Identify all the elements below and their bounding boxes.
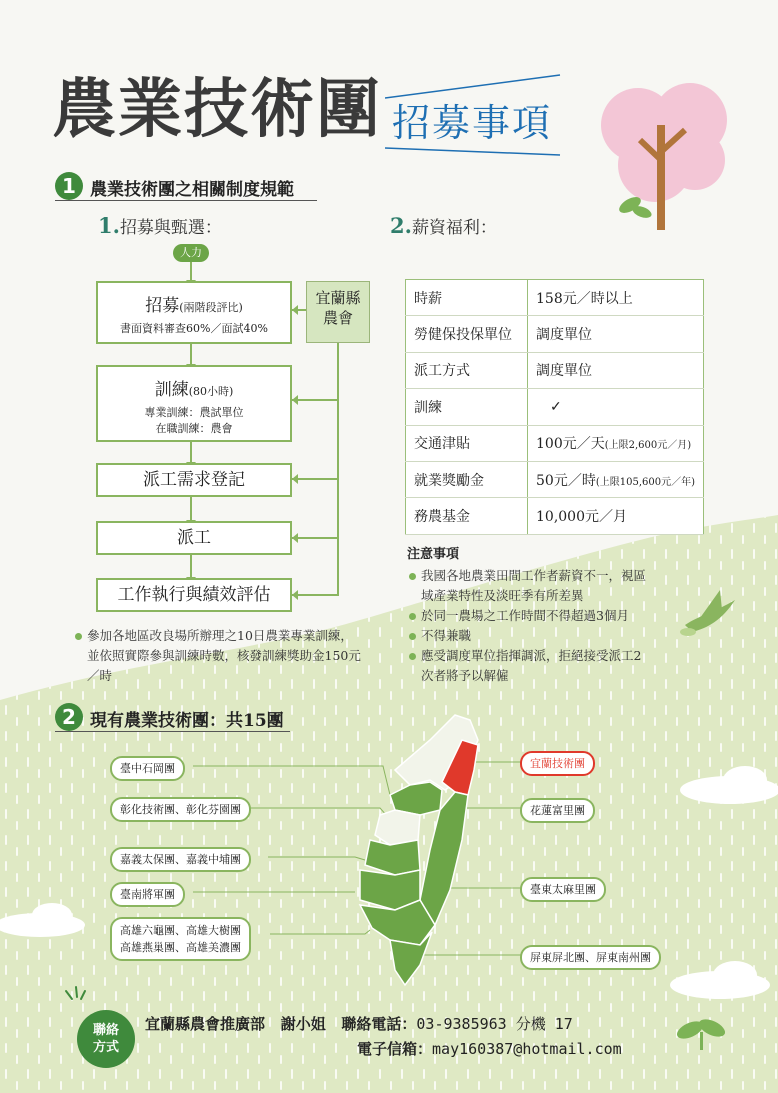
salary-key: 務農基金 <box>406 498 528 534</box>
map-label-kaohsiung <box>110 917 251 961</box>
contact-badge-line-2: 方式 <box>92 1040 119 1055</box>
salary-value <box>528 280 704 316</box>
note-item: 我國各地農業田間工作者薪資不一，視區域產業特性及淡旺季有所差異 <box>407 566 652 606</box>
recruit-step-title: 招募 <box>145 296 180 316</box>
flow-step-dispatch: 派工 <box>96 521 292 555</box>
salary-value <box>528 389 704 425</box>
contact-email[interactable]: may160387@hotmail.com <box>432 1040 622 1058</box>
notes-title: 注意事項 <box>407 547 460 562</box>
contact-line-1 <box>145 1013 573 1034</box>
salary-value <box>528 461 704 497</box>
training-note <box>73 626 365 686</box>
map-label-taitung: 臺東太麻里團 <box>520 877 606 902</box>
tag-line-2: 農會 <box>322 309 353 327</box>
map-label-pingtung: 屏東屏北團、屏東南州團 <box>520 945 661 970</box>
section-number-2: 2 <box>55 703 83 731</box>
manpower-pill: 人力 <box>173 244 209 262</box>
salary-value <box>528 316 704 352</box>
page-title: 農業技術團 <box>52 73 382 147</box>
contact-phone[interactable]: 03-9385963 分機 17 <box>416 1015 573 1033</box>
contact-email-label: 電子信箱： <box>357 1040 433 1058</box>
contact-person: 謝小姐 <box>280 1015 326 1033</box>
map-label-taichung: 臺中石岡團 <box>110 756 185 781</box>
section-2-title: 現有農業技術團：共15團 <box>90 711 284 731</box>
flow-step-recruit <box>96 281 292 344</box>
salary-number: 2. <box>390 213 412 238</box>
salary-row <box>406 352 704 388</box>
recruit-number: 1. <box>98 213 120 238</box>
flow-step-training <box>96 365 292 442</box>
salary-key: 就業獎勵金 <box>406 461 528 497</box>
salary-key: 時薪 <box>406 280 528 316</box>
salary-value-main: 10,000元／月 <box>536 509 627 526</box>
contact-org: 宜蘭縣農會推廣部 <box>145 1015 266 1033</box>
salary-key: 交通津貼 <box>406 425 528 461</box>
salary-row <box>406 316 704 352</box>
contact-badge-line-1: 聯絡 <box>92 1023 119 1038</box>
sparkle-icon <box>60 985 90 1010</box>
map-label-changhua: 彰化技術團、彰化芬園團 <box>110 797 251 822</box>
salary-value-main: 調度單位 <box>536 363 592 380</box>
salary-value <box>528 498 704 534</box>
recruit-step-detail: 書面資料審查60%／面試40% <box>120 322 268 335</box>
salary-key: 勞健保投保單位 <box>406 316 528 352</box>
note-item: 於同一農場之工作時間不得超過3個月 <box>407 606 652 626</box>
page-subtitle: 招募事項 <box>392 101 553 145</box>
map-label-chiayi: 嘉義太保團、嘉義中埔團 <box>110 847 251 872</box>
flow-step-dispatch-registration: 派工需求登記 <box>96 463 292 497</box>
section-1-title: 農業技術團之相關制度規範 <box>90 180 294 200</box>
salary-value-main: 100元／天 <box>536 436 605 453</box>
section-number-1: 1 <box>55 172 83 200</box>
salary-row <box>406 389 704 425</box>
training-note-item: 參加各地區改良場所辦理之10日農業專業訓練，並依照實際參與訓練時數，核發訓練獎助金150元／時 <box>73 626 365 686</box>
map-label-tainan: 臺南將軍團 <box>110 882 185 907</box>
map-label-yilan: 宜蘭技術團 <box>520 751 595 776</box>
salary-label: 薪資福利： <box>411 218 497 238</box>
salary-value-note: (上限105,600元／年) <box>595 476 695 488</box>
recruit-label: 招募與甄選： <box>119 218 222 238</box>
salary-table <box>405 279 704 535</box>
map-label-kaohsiung-1: 高雄六龜團、高雄大樹團 <box>120 924 241 937</box>
flow-step-evaluation: 工作執行與績效評估 <box>96 578 292 612</box>
salary-row <box>406 425 704 461</box>
salary-row <box>406 498 704 534</box>
salary-key: 訓練 <box>406 389 528 425</box>
tree-icon <box>601 83 727 230</box>
contact-phone-label: 聯絡電話： <box>341 1015 417 1033</box>
salary-value-main: 調度單位 <box>536 327 592 344</box>
salary-row <box>406 280 704 316</box>
contact-line-2 <box>357 1038 622 1059</box>
salary-value <box>528 352 704 388</box>
recruit-step-note: (兩階段評比) <box>179 301 243 314</box>
salary-value <box>528 425 704 461</box>
yilan-farmers-association-tag <box>306 281 370 343</box>
taiwan-island <box>360 715 478 985</box>
map-label-hualien: 花蓮富里團 <box>520 798 595 823</box>
map-label-kaohsiung-2: 高雄燕巢團、高雄美濃團 <box>120 941 241 954</box>
tag-line-1: 宜蘭縣 <box>315 289 361 307</box>
salary-row <box>406 461 704 497</box>
note-item: 不得兼職 <box>407 626 652 646</box>
salary-value-main: ✓ <box>550 398 562 415</box>
salary-value-main: 158元／時以上 <box>536 290 633 307</box>
note-item: 應受調度單位指揮調派，拒絕接受派工2次者將予以解僱 <box>407 646 652 686</box>
salary-value-note: (上限2,600元／月) <box>604 440 692 452</box>
contact-badge <box>77 1010 135 1068</box>
training-step-title: 訓練 <box>154 380 189 400</box>
salary-heading <box>390 213 497 238</box>
training-step-note: (80小時) <box>188 385 234 398</box>
notes-list <box>407 566 652 686</box>
training-step-detail-2: 在職訓練：農會 <box>155 422 233 435</box>
training-step-detail-1: 專業訓練：農試單位 <box>144 406 244 419</box>
salary-value-main: 50元／時 <box>536 472 596 489</box>
salary-key: 派工方式 <box>406 352 528 388</box>
